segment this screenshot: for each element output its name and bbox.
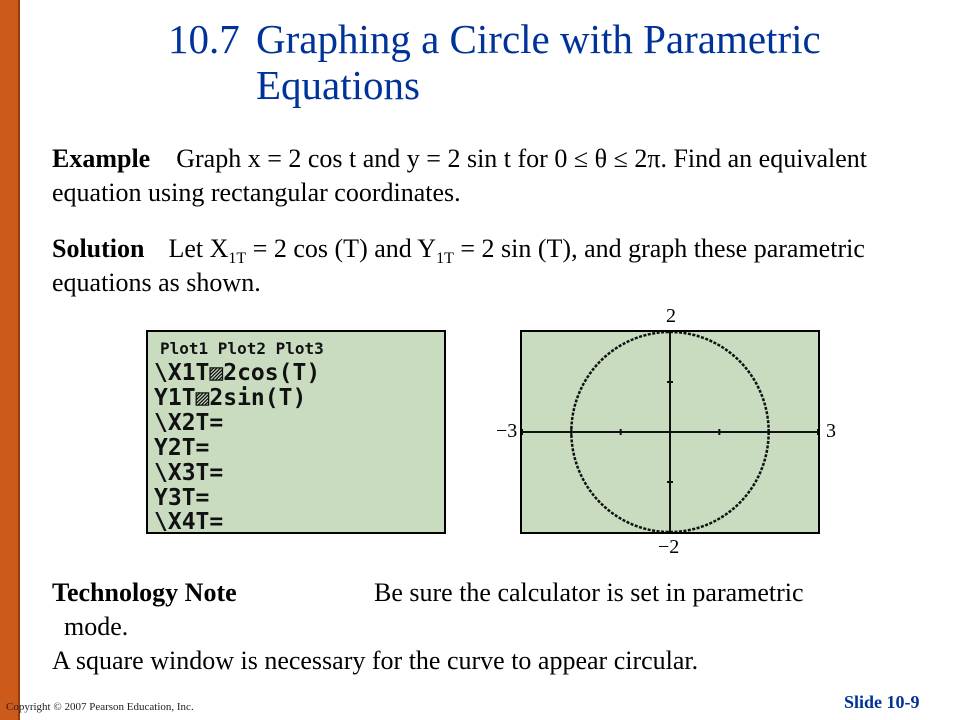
solution-paragraph	[52, 232, 932, 300]
calc-line-3: \X2T=	[154, 410, 224, 436]
graph-y-max-label: 2	[666, 305, 676, 327]
tech-text: Be sure the calculator is set in parametric	[374, 578, 804, 607]
solution-let: Let X	[168, 234, 229, 263]
graph-x-min-label: −3	[496, 420, 518, 442]
solution-mid: = 2 cos (T) and Y	[246, 234, 437, 263]
tech-text-2: mode.	[64, 612, 129, 641]
copyright-notice: Copyright © 2007 Pearson Education, Inc.	[6, 701, 194, 713]
solution-sub-x: 1T	[228, 250, 247, 268]
slide-number: Slide 10-9	[844, 692, 920, 712]
solution-end: = 2 sin (T), and graph these parametric equations as shown.	[52, 234, 865, 297]
sidebar-accent-line	[18, 0, 20, 720]
slide-title	[168, 16, 928, 108]
graph-x-max-label: 3	[826, 420, 836, 442]
example-paragraph	[52, 142, 932, 210]
calc-line-1: \X1T▨2cos(T)	[154, 360, 321, 386]
calculator-y-editor-screen	[146, 330, 446, 534]
calculator-graph-screen	[520, 330, 820, 534]
calc-line-5: \X3T=	[154, 460, 224, 486]
solution-sub-y: 1T	[436, 250, 454, 268]
square-window-note: A square window is necessary for the curve to appear circular.	[52, 646, 699, 675]
calc-line-7: \X4T=	[154, 509, 224, 532]
graph-y-min-label: −2	[658, 536, 680, 558]
tech-label: Technology Note	[52, 578, 237, 607]
example-label: Example	[52, 144, 151, 173]
solution-label: Solution	[52, 234, 145, 263]
sidebar-accent-bar	[0, 0, 18, 720]
example-text: Graph x = 2 cos t and y = 2 sin t for 0 ≤ θ ≤ 2π. Find an equivalent equation using rectangular coordinates.	[52, 144, 867, 207]
calc-line-2: Y1T▨2sin(T)	[154, 385, 307, 411]
title-line1: Graphing a Circle with Parametric	[256, 16, 821, 62]
calc-line-4: Y2T=	[154, 435, 210, 461]
calc-line-6: Y3T=	[154, 485, 210, 511]
circle-graph	[522, 332, 818, 532]
title-line2: Equations	[256, 62, 420, 108]
calc-header: Plot1 Plot2 Plot3	[160, 339, 324, 358]
technology-note	[52, 576, 932, 678]
title-number: 10.7	[168, 16, 240, 62]
